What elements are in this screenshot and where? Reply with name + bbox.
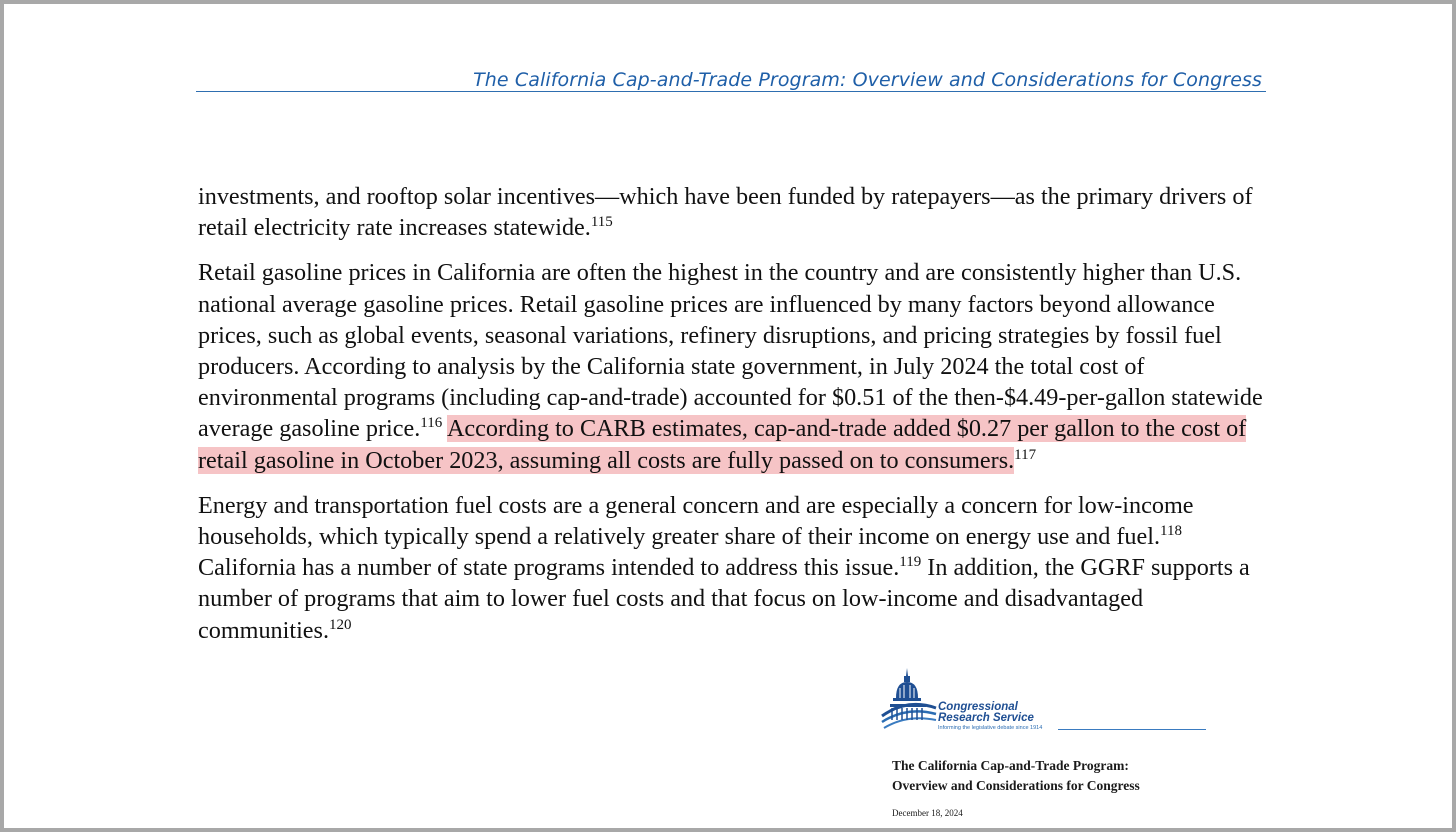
paragraph-3 xyxy=(198,490,1266,646)
footnote-ref-115[interactable]: 115 xyxy=(590,214,613,231)
paragraph-2 xyxy=(198,257,1266,475)
paragraph-text: Energy and transportation fuel costs are a general concern and are especially a concern for low-income households, which typically spend a relatively greater share of their income on energy use and fuel. xyxy=(198,491,1194,551)
footnote-ref-119[interactable]: 119 xyxy=(899,554,922,571)
crs-wordmark xyxy=(938,702,1034,724)
footnote-ref-118[interactable]: 118 xyxy=(1160,523,1182,540)
paragraph-text: California has a number of state programs intended to address this issue. xyxy=(198,554,900,582)
crs-divider xyxy=(1058,729,1206,730)
running-header-title: The California Cap-and-Trade Program: Overview and Considerations for Congress xyxy=(473,69,1262,91)
paragraph-text: In addition, the GGRF supports a number of programs that aim to lower fuel costs and that focus on low-income and disadvantaged communities. xyxy=(198,554,1250,644)
footnote-ref-120[interactable]: 120 xyxy=(329,616,352,633)
capitol-dome-icon xyxy=(880,664,1210,734)
crs-report-card xyxy=(880,664,1220,834)
report-title-line1: The California Cap-and-Trade Program: xyxy=(892,758,1129,773)
document-body xyxy=(198,181,1266,660)
footnote-ref-116[interactable]: 116 xyxy=(420,415,443,432)
crs-tagline: Informing the legislative debate since 1914 xyxy=(938,725,1043,731)
paragraph-text: investments, and rooftop solar incentives—which have been funded by ratepayers—as the primary drivers of retail electricity rate increases statewide. xyxy=(198,183,1253,242)
report-title-line2: Overview and Considerations for Congress xyxy=(892,778,1140,793)
highlighted-sentence: According to CARB estimates, cap-and-trade added $0.27 per gallon to the cost of retail gasoline in October 2023, assuming all costs are fully passed on to consumers. xyxy=(198,415,1247,474)
footnote-ref-117[interactable]: 117 xyxy=(1014,446,1037,463)
report-title xyxy=(892,756,1140,796)
paragraph-1 xyxy=(198,181,1266,243)
crs-wordmark-line2: Research Service xyxy=(938,712,1034,724)
crs-wordmark-line1: Congressional xyxy=(938,701,1018,713)
report-date: December 18, 2024 xyxy=(892,808,963,818)
paragraph-text: Retail gasoline prices in California are often the highest in the country and are consistently higher than U.S. national average gasoline prices. Retail gasoline prices are influenced by many factors beyond allowance prices, such as global events, seasonal variations, refinery disruptions, and pricing strategies by fossil fuel producers. According to analysis by the California state government, in July 2024 the total cost of environmental programs (including cap-and-trade) accounted for $0.51 of the then-$4.49-per-gallon statewide average gasoline price. xyxy=(198,259,1263,443)
running-header xyxy=(196,68,1266,92)
